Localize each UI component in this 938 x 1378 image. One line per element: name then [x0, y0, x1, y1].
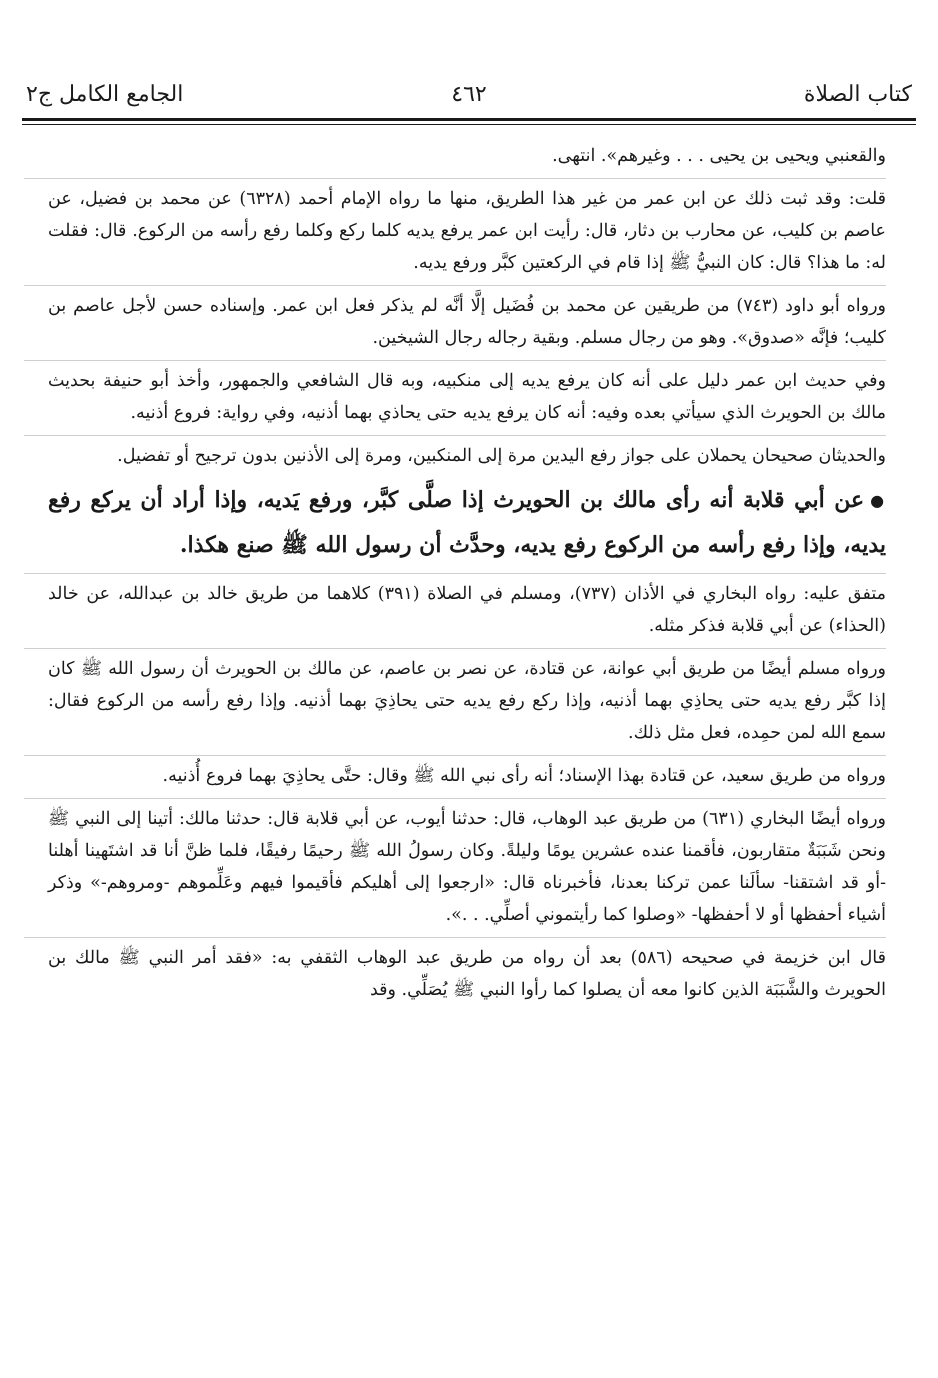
header-rule-thin [22, 124, 916, 125]
hadith-text [48, 478, 886, 567]
hadith-body: عن أبي قلابة أنه رأى مالك بن الحويرث إذا صلَّى كبَّر، ورفع يَديه، وإذا أراد أن يركع رفع يديه، وإذا رفع رأسه من الركوع رفع يديه، وحدَّث أن رسول الله ﷺ صنع هكذا. [48, 487, 886, 558]
paragraph: والحديثان صحيحان يحملان على جواز رفع اليدين مرة إلى المنكبين، ومرة إلى الأذنين بدون ترجيح أو تفضيل. [24, 435, 886, 472]
paragraph: قال ابن خزيمة في صحيحه (٥٨٦) بعد أن رواه من طريق عبد الوهاب الثقفي به: «فقد أمر النبي ﷺ مالك بن الحويرث والشَّبَبَة الذين كانوا معه أن يصلوا كما رأوا النبي ﷺ يُصَلِّي. وقد [24, 937, 886, 1006]
book-section-title: كتاب الصلاة [803, 82, 912, 107]
page-number: ٤٦٢ [451, 82, 487, 107]
series-title: الجامع الكامل ج٢ [26, 82, 184, 107]
paragraph: قلت: وقد ثبت ذلك عن ابن عمر من غير هذا الطريق، منها ما رواه الإمام أحمد (٦٣٢٨) عن محمد بن فضيل، عن عاصم بن كليب، عن محارب بن دثار، قال: رأيت ابن عمر يرفع يديه كلما ركع وكلما رفع رأسه من الركوع. قال: فقلت له: ما هذا؟ قال: كان النبيُّ ﷺ إذا قام في الركعتين كبَّر ورفع يديه. [24, 178, 886, 279]
page-body [48, 140, 886, 1012]
page-header [26, 82, 912, 118]
paragraph: متفق عليه: رواه البخاري في الأذان (٧٣٧)، ومسلم في الصلاة (٣٩١) كلاهما من طريق خالد بن عبدالله، عن خالد (الحذاء) عن أبي قلابة فذكر مثله. [24, 573, 886, 642]
paragraph: ورواه من طريق سعيد، عن قتادة بهذا الإسناد؛ أنه رأى نبي الله ﷺ وقال: حتَّى يحاذِيَ بهما فروع أُذنيه. [24, 755, 886, 792]
bullet-icon: ● [870, 491, 886, 510]
paragraph: ورواه أيضًا البخاري (٦٣١) من طريق عبد الوهاب، قال: حدثنا أيوب، عن أبي قلابة قال: حدثنا مالك: أتينا إلى النبي ﷺ ونحن شَبَبَةٌ متقاربون، فأقمنا عنده عشرين يومًا وليلةً. وكان رسولُ الله ﷺ رحيمًا رفيقًا، فلما ظنَّ أنا قد اشتَهينا أهلنا -أو قد اشتقنا- سألَنا عمن تركنا بعدنا، فأخبرناه قال: «ارجعوا إلى أهليكم فأقيموا فيهم وعَلِّموهم -ومروهم-» وذكر أشياء أحفظها أو لا أحفظها- «وصلوا كما رأيتموني أصلِّي. . .». [24, 798, 886, 931]
paragraph: وفي حديث ابن عمر دليل على أنه كان يرفع يديه إلى منكبيه، وبه قال الشافعي والجمهور، وأخذ أبو حنيفة بحديث مالك بن الحويرث الذي سيأتي بعده وفيه: أنه كان يرفع يديه حتى يحاذي بهما أذنيه، وفي رواية: فروع أذنيه. [24, 360, 886, 429]
header-rule-thick [22, 118, 916, 121]
paragraph: ورواه مسلم أيضًا من طريق أبي عوانة، عن قتادة، عن نصر بن عاصم، عن مالك بن الحويرث أن رسول الله ﷺ كان إذا كبَّر رفع يديه حتى يحاذِي بهما أذنيه، وإذا ركع رفع يديه حتى يحاذِيَ بهما أذنيه. وإذا رفع رأسه من الركوع فقال: سمع الله لمن حمِده، فعل مثل ذلك. [24, 648, 886, 749]
paragraph: والقعنبي ويحيى بن يحيى . . . وغيرهم». انتهى. [552, 146, 886, 166]
paragraph: ورواه أبو داود (٧٤٣) من طريقين عن محمد بن فُضَيل إلَّا أنَّه لم يذكر فعل ابن عمر. وإسناده حسن لأجل عاصم بن كليب؛ فإنَّه «صدوق». وهو من رجال مسلم. وبقية رجاله رجال الشيخين. [24, 285, 886, 354]
